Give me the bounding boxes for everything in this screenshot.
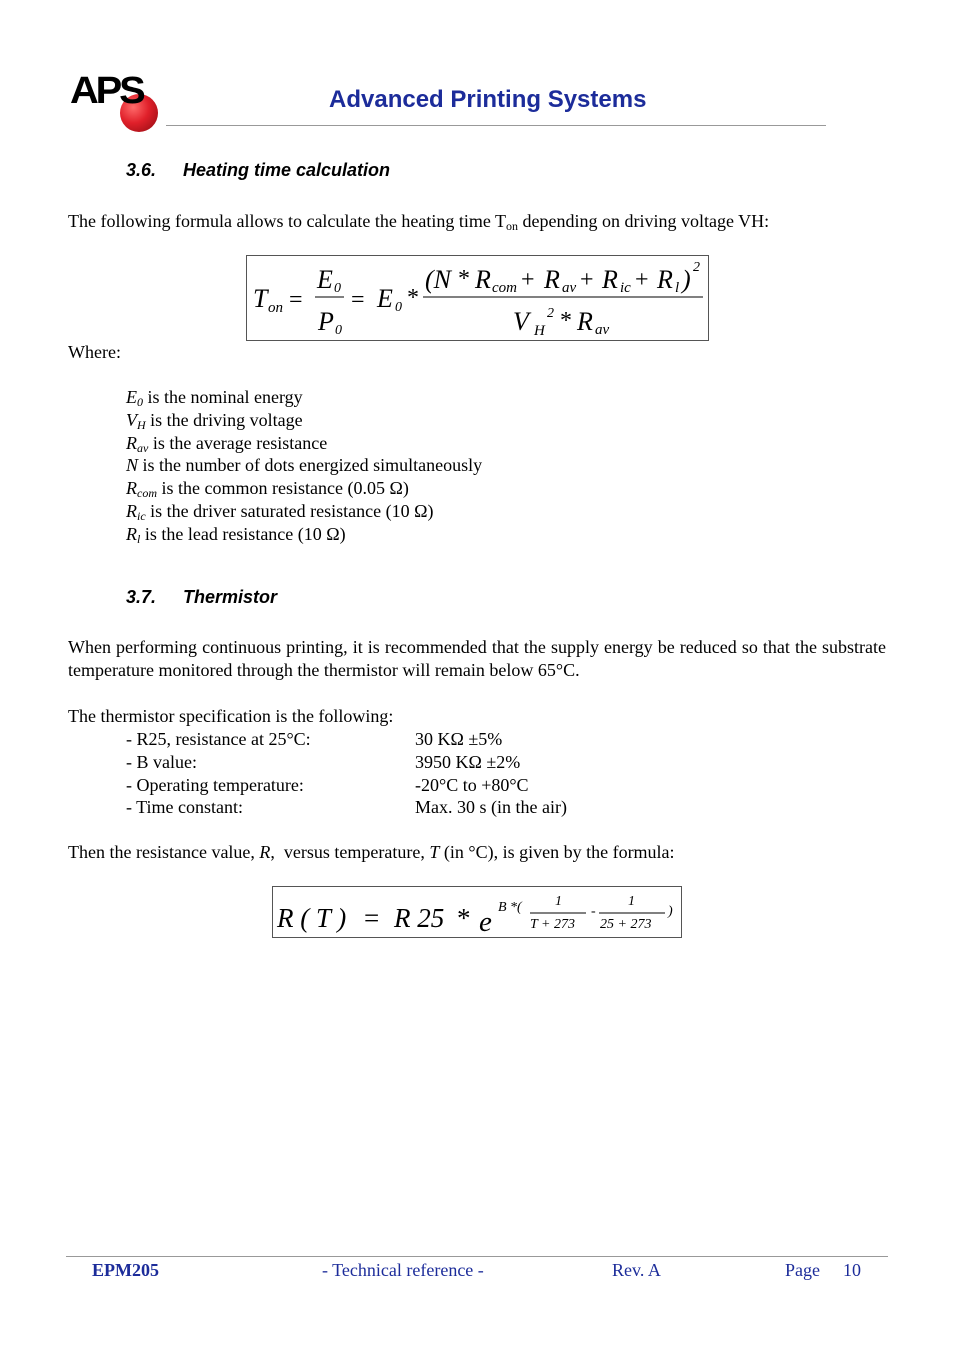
definition-subscript: H [137, 417, 146, 432]
svg-text:R ( T ): R ( T ) [277, 903, 347, 933]
svg-text:+: + [521, 267, 535, 293]
spec-row [126, 751, 626, 774]
definition-item [126, 409, 482, 432]
svg-text:(N: (N [425, 265, 451, 294]
svg-text:*: * [457, 903, 471, 933]
resistance-equation [273, 887, 681, 937]
svg-text:B *(: B *( [498, 900, 522, 915]
thermistor-spec-list [126, 728, 626, 819]
section-number: 3.6. [126, 160, 157, 180]
spec-value: 3950 KΩ ±2% [415, 751, 521, 772]
definition-item [126, 500, 482, 523]
svg-text:): ) [682, 265, 691, 294]
svg-text:com: com [492, 280, 517, 296]
formula-intro [68, 841, 675, 864]
definition-symbol: R [126, 500, 137, 521]
definition-subscript: ic [137, 508, 146, 523]
definition-item [126, 432, 482, 455]
formula-intro-text-1: Then the resistance value, [68, 842, 260, 862]
definition-text: is the nominal energy [143, 387, 303, 407]
formula-intro-t: T [429, 842, 440, 862]
svg-text:0: 0 [335, 323, 342, 338]
definition-item [126, 523, 482, 546]
svg-text:R 25: R 25 [394, 903, 445, 933]
footer-divider [66, 1256, 888, 1257]
section-title: Thermistor [183, 587, 278, 607]
section-title: Heating time calculation [183, 160, 391, 180]
definition-symbol: R [126, 523, 137, 544]
definition-text: is the driving voltage [145, 409, 303, 430]
svg-text:0: 0 [395, 300, 402, 315]
spec-row [126, 728, 626, 751]
company-name: Advanced Printing Systems [329, 86, 647, 113]
definition-subscript: l [137, 531, 141, 546]
intro-text-1: The following formula allows to calculate the heating time T [68, 211, 507, 231]
svg-text:av: av [562, 280, 577, 296]
svg-text:R: R [577, 307, 593, 336]
logo-text: APS [70, 70, 143, 112]
definition-text: is the common resistance (0.05 Ω) [157, 478, 409, 499]
spec-label: - Operating temperature: [126, 774, 304, 795]
definition-subscript: 0 [137, 395, 143, 409]
resistance-formula [272, 886, 682, 938]
svg-text:on: on [268, 300, 283, 316]
spec-value: Max. 30 s (in the air) [415, 797, 567, 818]
footer-revision: Rev. A [612, 1260, 661, 1280]
svg-text:e: e [479, 906, 492, 937]
header-divider [166, 125, 826, 126]
definition-symbol: V [126, 409, 137, 430]
spec-label: - B value: [126, 751, 197, 772]
svg-text:R: R [475, 265, 491, 294]
intro-subscript: on [506, 219, 519, 233]
section-3-7-heading [126, 587, 277, 608]
footer-page-number: 10 [843, 1260, 861, 1280]
where-label: Where: [68, 342, 121, 362]
footer-doc-id: EPM205 [92, 1260, 159, 1280]
spec-intro: The thermistor specification is the following: [68, 706, 394, 726]
definition-text: is the driver saturated resistance (10 Ω) [145, 500, 434, 521]
svg-text:1: 1 [555, 894, 562, 909]
intro-text-2: depending on driving voltage VH: [518, 211, 770, 231]
svg-text:*: * [458, 266, 470, 292]
svg-text:25 + 273: 25 + 273 [600, 917, 652, 932]
thermistor-paragraph: When performing continuous printing, it is recommended that the supply energy be reduced so that the substrate temperature monitored through the thermistor will remain below 65°C. [68, 637, 886, 680]
svg-text:av: av [595, 322, 610, 338]
svg-text:T + 273: T + 273 [530, 917, 575, 932]
definition-item [126, 386, 482, 409]
svg-text:-: - [591, 904, 596, 919]
svg-text:+: + [635, 267, 649, 293]
svg-text:R: R [657, 265, 673, 294]
svg-text:l: l [675, 280, 680, 296]
spec-label: - Time constant: [126, 797, 244, 818]
svg-text:P: P [318, 307, 334, 336]
svg-text:=: = [364, 903, 380, 933]
svg-text:R: R [544, 265, 560, 294]
definition-symbol: R [126, 478, 137, 499]
heating-time-formula [246, 255, 709, 341]
definition-item [126, 477, 482, 500]
svg-text:T: T [253, 284, 268, 313]
spec-row [126, 796, 626, 819]
definition-symbol: E [126, 387, 137, 407]
definition-text: is the lead resistance (10 Ω) [140, 523, 346, 544]
svg-text:ic: ic [620, 280, 631, 296]
svg-text:E: E [317, 265, 333, 294]
definition-text: is the average resistance [148, 432, 328, 453]
spec-value: 30 KΩ ±5% [415, 729, 503, 749]
definition-symbol: R [126, 432, 137, 453]
svg-text:): ) [668, 904, 673, 919]
svg-text:V: V [513, 307, 529, 336]
svg-text:0: 0 [334, 281, 341, 296]
spec-row [126, 774, 626, 797]
heating-time-equation [247, 256, 708, 340]
svg-text:=: = [289, 287, 303, 313]
aps-logo [68, 70, 168, 134]
heating-intro [68, 210, 769, 238]
formula-intro-text-2: , versus temperature, [270, 842, 430, 862]
footer-page-label: Page [785, 1260, 820, 1280]
footer-title: - Technical reference - [322, 1260, 484, 1280]
svg-text:*: * [407, 285, 419, 311]
svg-text:=: = [351, 287, 365, 313]
formula-intro-text-3: (in °C), is given by the formula: [439, 842, 675, 862]
spec-label: - R25, resistance at 25°C: [126, 729, 311, 749]
definition-subscript: com [137, 486, 157, 501]
definition-item [126, 454, 482, 477]
svg-text:2: 2 [693, 260, 700, 275]
formula-intro-r: R [259, 842, 271, 862]
section-number: 3.7. [126, 587, 157, 607]
svg-text:2: 2 [547, 306, 554, 321]
symbol-definitions [126, 386, 482, 546]
spec-value: -20°C to +80°C [415, 774, 529, 795]
svg-text:E: E [377, 284, 393, 313]
svg-text:+: + [580, 267, 594, 293]
definition-subscript: av [137, 440, 149, 455]
svg-text:R: R [602, 265, 618, 294]
definition-text: is the number of dots energized simultaneously [138, 455, 483, 476]
svg-text:1: 1 [628, 894, 635, 909]
definition-symbol: N [126, 455, 139, 476]
svg-text:H: H [534, 323, 545, 339]
section-3-6-heading [126, 160, 390, 181]
svg-text:*: * [560, 308, 572, 334]
